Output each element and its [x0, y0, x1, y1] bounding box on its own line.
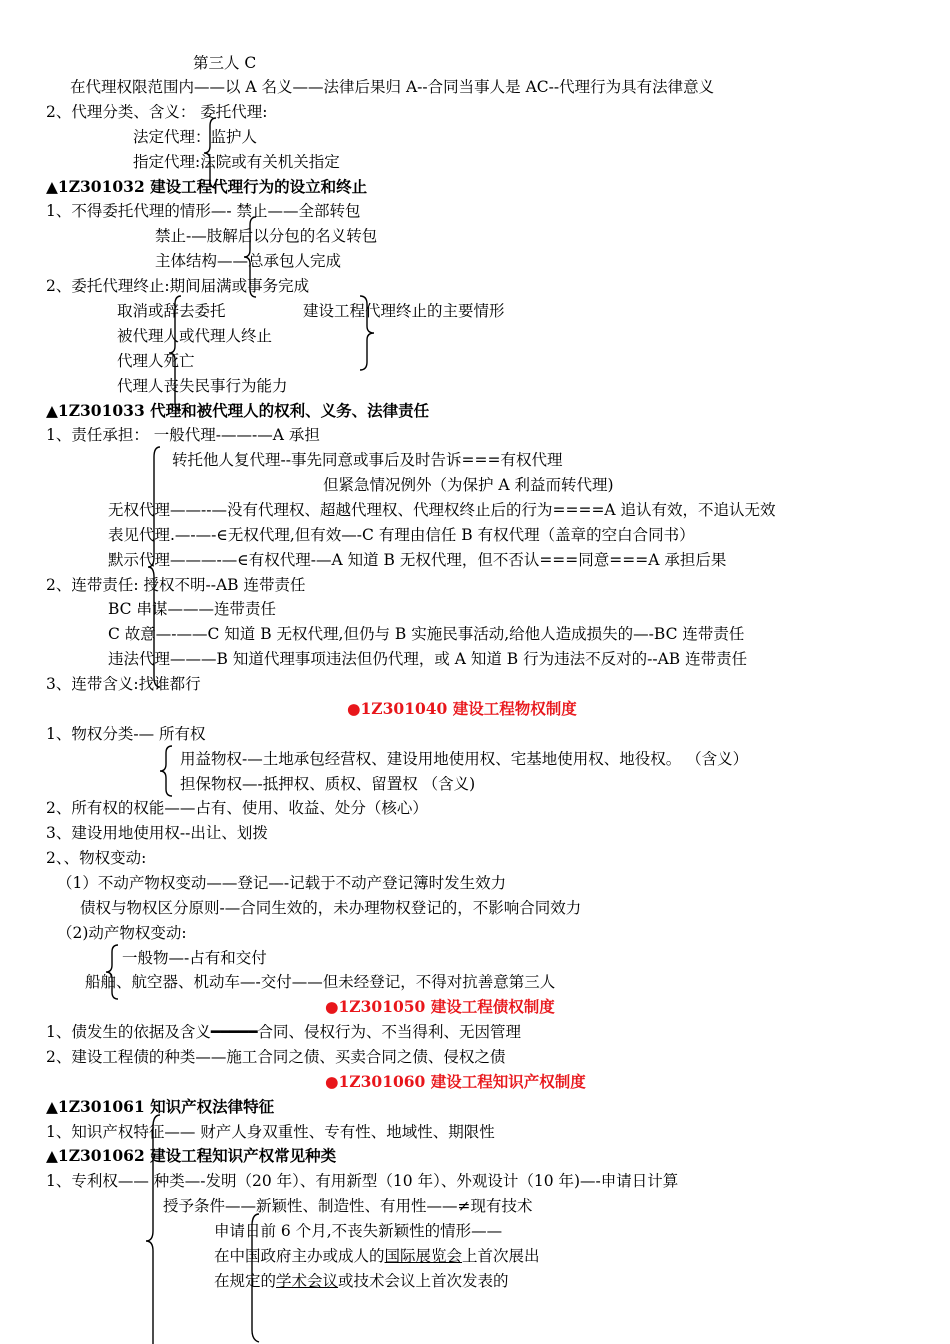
text-fragment: 在规定的	[214, 1272, 277, 1290]
brace-icon	[144, 1113, 162, 1344]
chapter-heading: ●1Z301050 建设工程债权制度	[325, 997, 555, 1016]
text-line: 1、专利权—— 种类—-发明（20 年）、有用新型（10 年）、外观设计（10 年)—-申请日计算	[46, 1172, 679, 1190]
text-line: 2、委托代理终止:期间届满或事务完成	[46, 277, 310, 295]
section-heading: ▲1Z301032 建设工程代理行为的设立和终止	[46, 177, 368, 196]
text-line: 禁止-—肢解后以分包的名义转包	[155, 227, 378, 245]
text-line: 3、建设用地使用权--出让、划拨	[46, 824, 268, 842]
brace-icon	[158, 744, 174, 798]
text-line: 被代理人或代理人终止	[117, 327, 273, 345]
section-heading: ▲1Z301033 代理和被代理人的权利、义务、法律责任	[46, 401, 430, 420]
text-line: 转托他人复代理--事先同意或事后及时告诉===有权代理	[172, 451, 563, 469]
brace-icon	[146, 445, 162, 689]
text-line: 但紧急情况例外（为保护 A 利益而转代理)	[323, 476, 614, 494]
text-line: 代理人死亡	[117, 352, 195, 370]
text-line	[214, 1246, 540, 1266]
text-line: 授予条件——新颖性、制造性、有用性——≠现有技术	[163, 1197, 533, 1215]
underlined-term: 国际展览会	[384, 1247, 463, 1265]
text-line: 2、、物权变动:	[46, 849, 147, 867]
text-line: 1、责任承担： 一般代理-——-—A 承担	[46, 426, 320, 444]
text-line: 指定代理:法院或有关机关指定	[133, 153, 340, 171]
text-line: 2、建设工程债的种类——施工合同之债、买卖合同之债、侵权之债	[46, 1048, 506, 1066]
text-line: 债权与物权区分原则-—合同生效的，未办理物权登记的，不影响合同效力	[80, 899, 582, 917]
text-line: 担保物权—-抵押权、质权、留置权 （含义)	[180, 775, 476, 793]
chapter-heading: ●1Z301040 建设工程物权制度	[347, 699, 577, 718]
section-heading: ▲1Z301062 建设工程知识产权常见种类	[46, 1146, 337, 1165]
text-line: BC 串谋———连带责任	[108, 600, 276, 618]
text-line: 1、不得委托代理的情形—- 禁止——全部转包	[46, 202, 361, 220]
text-line: 取消或辞去委托	[117, 302, 226, 320]
brace-icon	[358, 294, 376, 372]
brace-icon	[104, 943, 120, 1001]
brace-icon	[202, 116, 218, 190]
text-line: 2、连带责任: 授权不明--AB 连带责任	[46, 576, 306, 594]
text-line: 2、代理分类、含义： 委托代理:	[46, 103, 268, 121]
text-line: 2、所有权的权能——占有、使用、收益、处分（核心）	[46, 799, 428, 817]
text-line: 默示代理———-—∈有权代理-—A 知道 B 无权代理，但不否认===同意===A 承担后果	[108, 551, 727, 569]
text-line: 1、知识产权特征—— 财产人身双重性、专有性、地域性、期限性	[46, 1123, 495, 1141]
text-line: 建设工程代理终止的主要情形	[303, 302, 505, 320]
text-line: 船舶、航空器、机动车—-交付——但未经登记，不得对抗善意第三人	[85, 973, 556, 991]
text-fragment: 上首次展出	[462, 1247, 540, 1265]
text-fragment: 在中国政府主办或成人的	[214, 1247, 385, 1265]
text-line: 无权代理——--—没有代理权、超越代理权、代理权终止后的行为====A 追认有效，不追认无效	[108, 501, 776, 519]
text-line: 表见代理.—-—-∈无权代理,但有效—-C 有理由信任 B 有权代理（盖章的空白合同书）	[108, 526, 695, 544]
chapter-heading: ●1Z301060 建设工程知识产权制度	[325, 1072, 586, 1091]
brace-icon	[242, 215, 258, 299]
text-line: 第三人 C	[193, 54, 257, 72]
section-heading: ▲1Z301061 知识产权法律特征	[46, 1097, 275, 1116]
text-line: （1）不动产物权变动——登记—-记载于不动产登记簿时发生效力	[57, 874, 507, 892]
underlined-term: 学术会议	[276, 1272, 339, 1290]
text-line: 法定代理：监护人	[133, 128, 258, 146]
text-line: 1、债发生的依据及含义━━━━━合同、侵权行为、不当得利、无因管理	[46, 1023, 522, 1041]
text-line: 主体结构——总承包人完成	[155, 252, 342, 270]
text-line: 3、连带含义:找谁都行	[46, 675, 201, 693]
brace-icon	[243, 1212, 261, 1344]
text-line: 申请日前 6 个月,不丧失新颖性的情形——	[214, 1222, 503, 1240]
text-line: 在代理权限范围内——以 A 名义——法律后果归 A--合同当事人是 AC--代理行为具有法律意义	[70, 78, 715, 96]
text-line: 代理人丧失民事行为能力	[117, 377, 288, 395]
text-line: 1、物权分类-— 所有权	[46, 725, 206, 743]
text-line: （2)动产物权变动:	[57, 924, 187, 942]
text-fragment: 或技术会议上首次发表的	[338, 1272, 509, 1290]
brace-icon	[167, 294, 183, 412]
text-line: 一般物—-占有和交付	[122, 949, 267, 967]
text-line: 用益物权-—土地承包经营权、建设用地使用权、宅基地使用权、地役权。 （含义）	[180, 750, 749, 768]
text-line: 违法代理———B 知道代理事项违法但仍代理，或 A 知道 B 行为违法不反对的--AB 连带责任	[108, 650, 748, 668]
text-line: C 故意—-——C 知道 B 无权代理,但仍与 B 实施民事活动,给他人造成损失的—-BC 连带责任	[108, 625, 745, 643]
